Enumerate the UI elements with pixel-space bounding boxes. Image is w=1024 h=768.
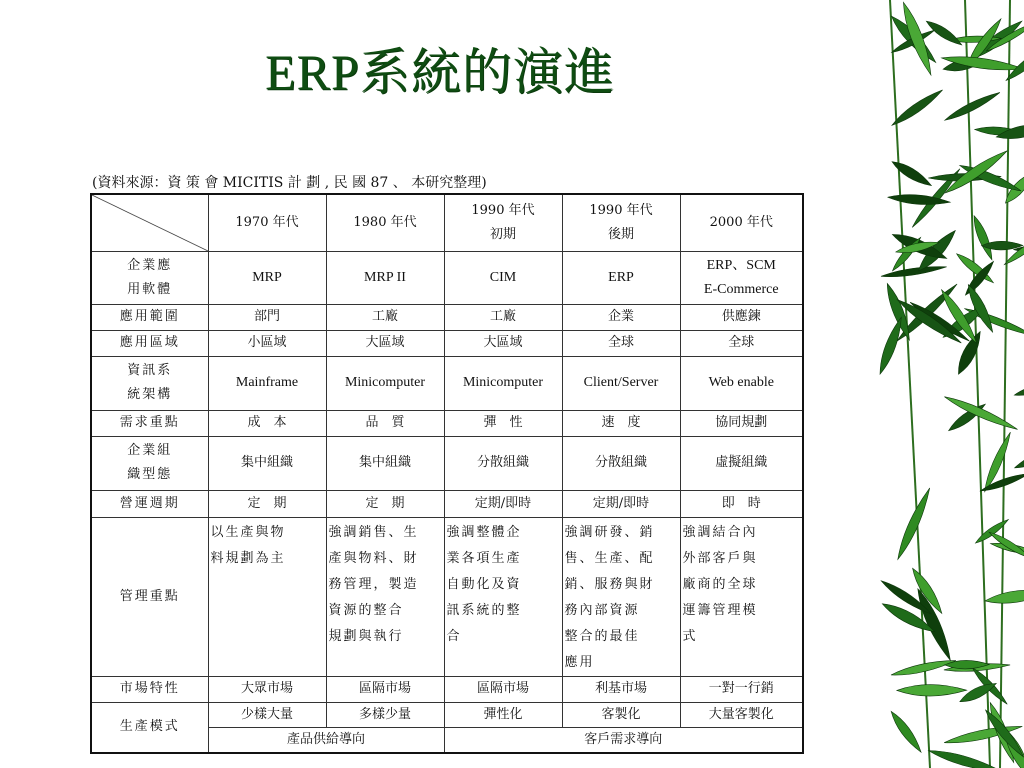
table-row [91,676,803,702]
bamboo-leaf [984,587,1024,607]
table-row [91,702,803,727]
table-cell: 供應鍊 [680,304,803,330]
bamboo-leaf [898,0,936,77]
table-cell: 多樣少量 [326,702,444,727]
slide-title: ERP系統的演進 [265,44,615,100]
bamboo-leaf [889,86,945,128]
table-row [91,410,803,436]
table-cell: 利基市場 [562,676,680,702]
column-header: 1970 年代 [208,194,326,251]
table-cell: 客製化 [562,702,680,727]
table-cell: Client/Server [562,356,680,410]
row-header: 資訊系 統架構 [91,356,208,410]
table-cell: 大量客製化 [680,702,803,727]
table-cell: 小區域 [208,330,326,356]
table-cell: 少樣大量 [208,702,326,727]
row-header: 應用區域 [91,330,208,356]
table-cell: ERP [562,251,680,304]
table-cell: Web enable [680,356,803,410]
table-cell: 強調銷售、生 產與物料、財 務管理，製造 資源的整合 規劃與執行 [326,517,444,676]
bamboo-leaf [987,529,1024,561]
row-header: 生產模式 [91,702,208,753]
table-cell: 集中組織 [208,436,326,490]
table-row [91,330,803,356]
bamboo-leaf [979,470,1024,494]
table-cell: 定 期 [326,490,444,517]
table-cell: 速 度 [562,410,680,436]
bamboo-leaf [927,746,1003,768]
table-cell: Minicomputer [444,356,562,410]
bamboo-leaf [894,486,934,561]
table-cell: 定期/即時 [444,490,562,517]
table-row [91,304,803,330]
row-header: 企業組 織型態 [91,436,208,490]
corner-cell [91,194,208,251]
table-cell: 大區域 [326,330,444,356]
table-cell: ERP、SCM E-Commerce [680,251,803,304]
table-cell: 品 質 [326,410,444,436]
bamboo-decoration [870,0,1024,768]
bamboo-leaf [888,709,925,755]
table-cell: 分散組織 [562,436,680,490]
table-cell: 強調整體企 業各項生產 自動化及資 訊系統的整 合 [444,517,562,676]
table-cell: 區隔市場 [444,676,562,702]
table-cell: 定期/即時 [562,490,680,517]
bamboo-leaf [942,147,1010,197]
table-row [91,251,803,304]
table-cell: 強調結合內 外部客戶與 廠商的全球 運籌管理模 式 [680,517,803,676]
table-cell: 虛擬組織 [680,436,803,490]
orientation-cell: 客戶需求導向 [444,727,803,753]
table-cell: 區隔市場 [326,676,444,702]
table-row [91,436,803,490]
column-header: 1980 年代 [326,194,444,251]
table-cell: 彈 性 [444,410,562,436]
table-cell: 工廠 [444,304,562,330]
table-header-row [91,194,803,251]
table-cell: 彈性化 [444,702,562,727]
column-header: 1990 年代 後期 [562,194,680,251]
bamboo-leaf [1013,381,1024,399]
bamboo-leaf [897,685,967,697]
bamboo-leaf [943,89,1001,123]
table-cell: 部門 [208,304,326,330]
row-header: 市場特性 [91,676,208,702]
table-cell: 定 期 [208,490,326,517]
table-cell: 大區域 [444,330,562,356]
table-cell: 一對一行銷 [680,676,803,702]
table-cell: Mainframe [208,356,326,410]
table-row [91,517,803,676]
table-cell: 以生產與物 料規劃為主 [208,517,326,676]
table-cell: 企業 [562,304,680,330]
bamboo-leaf [1003,41,1024,84]
table-cell: CIM [444,251,562,304]
bamboo-leaf [881,264,948,280]
row-header: 管理重點 [91,517,208,676]
row-header: 需求重點 [91,410,208,436]
table-cell: 全球 [680,330,803,356]
row-header: 企業應 用軟體 [91,251,208,304]
row-header: 營運週期 [91,490,208,517]
row-header: 應用範圍 [91,304,208,330]
table-cell: 全球 [562,330,680,356]
table-cell: 工廠 [326,304,444,330]
table-cell: 強調研發、銷 售、生產、配 銷、服務與財 務內部資源 整合的最佳 應用 [562,517,680,676]
source-note: (資料來源：資 策 會 MICITIS 計 劃 , 民 國 87 、 本研究整理) [92,175,487,191]
table-cell: MRP II [326,251,444,304]
table-cell: 分散組織 [444,436,562,490]
table-cell: 成 本 [208,410,326,436]
bamboo-leaf [890,158,934,190]
erp-evolution-table [90,193,804,754]
table-cell: 即 時 [680,490,803,517]
table-row [91,490,803,517]
column-header: 1990 年代 初期 [444,194,562,251]
column-header: 2000 年代 [680,194,803,251]
bamboo-leaf [1013,442,1024,472]
orientation-cell: 產品供給導向 [208,727,444,753]
table-cell: 集中組織 [326,436,444,490]
table-cell: 協同規劃 [680,410,803,436]
table-row [91,356,803,410]
table-cell: Minicomputer [326,356,444,410]
table-cell: MRP [208,251,326,304]
table-cell: 大眾市場 [208,676,326,702]
